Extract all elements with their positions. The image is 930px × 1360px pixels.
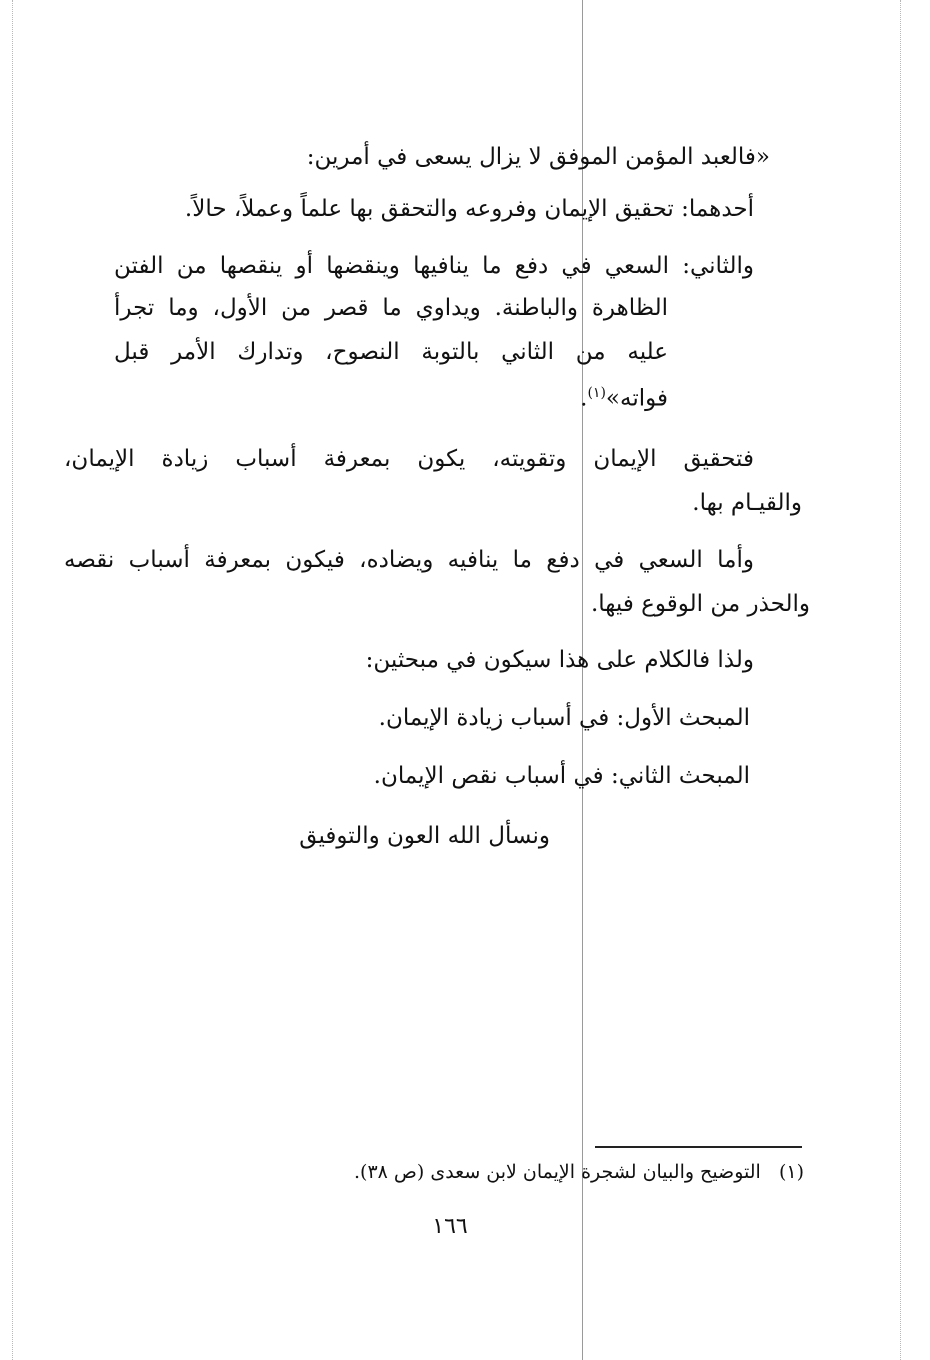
first-matter-line: أحدهما: تحقيق الإيمان وفروعه والتحقق بها علماً وعملاً، حالاً. (184, 196, 754, 222)
second-matter-line: والثاني: السعي في دفع ما ينافيها وينقضها أو ينقصها من الفتن (114, 253, 754, 279)
quote-opening-line: «فالعبد المؤمن الموفق لا يزال يسعى في أمرين: (306, 144, 770, 170)
closing-line: ونسأل الله العون والتوفيق (299, 823, 550, 849)
second-matter-line: عليه من الثاني بالتوبة النصوح، وتدارك الأمر قبل (114, 339, 668, 365)
page-number: ١٦٦ (432, 1214, 468, 1239)
paragraph-line: والقيـام بها. (692, 490, 802, 516)
scan-margin-dots (12, 0, 13, 1360)
footnote-reference: (١) (587, 385, 606, 401)
footnote-text: التوضيح والبيان لشجرة الإيمان لابن سعدى (ص ٣٨). (353, 1161, 761, 1183)
section-two-title: المبحث الثاني: في أسباب نقص الإيمان. (373, 763, 750, 789)
section-one-title: المبحث الأول: في أسباب زيادة الإيمان. (378, 705, 750, 731)
footnote-number: (١) (778, 1161, 804, 1183)
footnote-separator (595, 1146, 802, 1148)
paragraph-line: والحذر من الوقوع فيها. (590, 591, 810, 617)
scan-margin-dots (900, 0, 901, 1360)
paragraph-line: وأما السعي في دفع ما ينافيه ويضاده، فيكون بمعرفة أسباب نقصه (64, 547, 754, 573)
second-matter-line-end: فواته»$^{(١)}$. (580, 385, 668, 412)
paragraph-line: ولذا فالكلام على هذا سيكون في مبحثين: (365, 647, 754, 673)
footnote (354, 1163, 804, 1182)
second-matter-line: الظاهرة والباطنة. ويداوي ما قصر من الأول، وما تجرأ (114, 295, 668, 321)
paragraph-line: فتحقيق الإيمان وتقويته، يكون بمعرفة أسباب زيادة الإيمان، (64, 446, 754, 472)
